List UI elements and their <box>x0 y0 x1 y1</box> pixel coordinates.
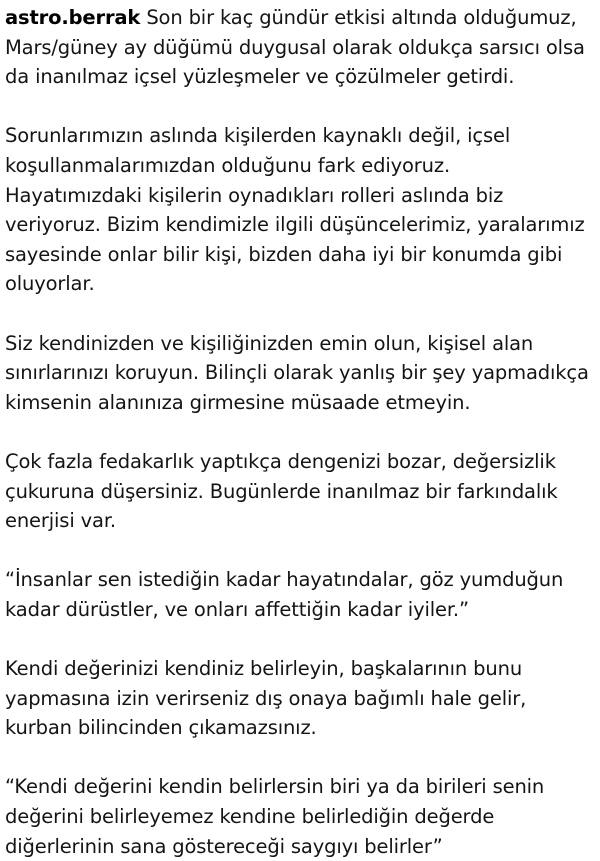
caption-line: Sorunlarımızın aslında kişilerden kaynaklı değil, içsel <box>5 124 511 148</box>
caption-line: yapmasına izin verirseniz dış onaya bağımlı hale gelir, <box>5 686 527 710</box>
username-link[interactable]: astro.berrak <box>5 6 141 29</box>
caption-line: “İnsanlar sen istediğin kadar hayatındalar, göz yumduğun <box>5 568 564 592</box>
caption-line: Siz kendinizden ve kişiliğinizden emin olun, kişisel alan <box>5 331 534 355</box>
caption-paragraph-2 <box>5 121 597 299</box>
caption-paragraph-1 <box>5 3 597 92</box>
caption-line: kimsenin alanınıza girmesine müsaade etmeyin. <box>5 390 471 414</box>
caption-text: Son bir kaç gündür etkisi altında olduğumuz, <box>140 6 577 29</box>
caption-paragraph-4 <box>5 447 597 536</box>
caption-line: değerini belirleyemez kendine belirlediğin değerde <box>5 805 495 829</box>
post-caption <box>5 3 597 861</box>
caption-line: sınırlarınızı koruyun. Bilinçli olarak yanlış bir şey yapmadıkça <box>5 361 589 385</box>
caption-line: kadar dürüstler, ve onları affettiğin kadar iyiler.” <box>5 597 469 621</box>
caption-line: Hayatımızdaki kişilerin oynadıkları rolleri aslında biz <box>5 183 504 207</box>
caption-line: “Kendi değerini kendin belirlersin biri ya da birileri senin <box>5 775 545 799</box>
caption-paragraph-7 <box>5 772 597 861</box>
caption-line: sayesinde onlar bilir kişi, bizden daha iyi bir konumda gibi <box>5 242 563 266</box>
caption-paragraph-3 <box>5 329 597 418</box>
caption-line: veriyoruz. Bizim kendimizle ilgili düşüncelerimiz, yaralarımız <box>5 213 585 237</box>
caption-line: Mars/güney ay düğümü duygusal olarak oldukça sarsıcı olsa <box>5 35 585 59</box>
caption-line: Kendi değerinizi kendiniz belirleyin, başkalarının bunu <box>5 657 523 681</box>
caption-line: kurban bilincinden çıkamazsınız. <box>5 716 317 740</box>
caption-line: koşullanmalarımızdan olduğunu fark ediyoruz. <box>5 153 451 177</box>
caption-line: çukuruna düşersiniz. Bugünlerde inanılmaz bir farkındalık <box>5 479 558 503</box>
caption-line: diğerlerinin sana göstereceği saygıyı belirler” <box>5 834 443 858</box>
caption-line <box>5 3 597 33</box>
caption-line: enerjisi var. <box>5 509 116 533</box>
caption-line: da inanılmaz içsel yüzleşmeler ve çözülmeler getirdi. <box>5 65 515 89</box>
caption-paragraph-5 <box>5 565 597 624</box>
caption-line: oluyorlar. <box>5 272 95 296</box>
caption-line: Çok fazla fedakarlık yaptıkça dengenizi bozar, değersizlik <box>5 449 556 473</box>
caption-paragraph-6 <box>5 654 597 743</box>
